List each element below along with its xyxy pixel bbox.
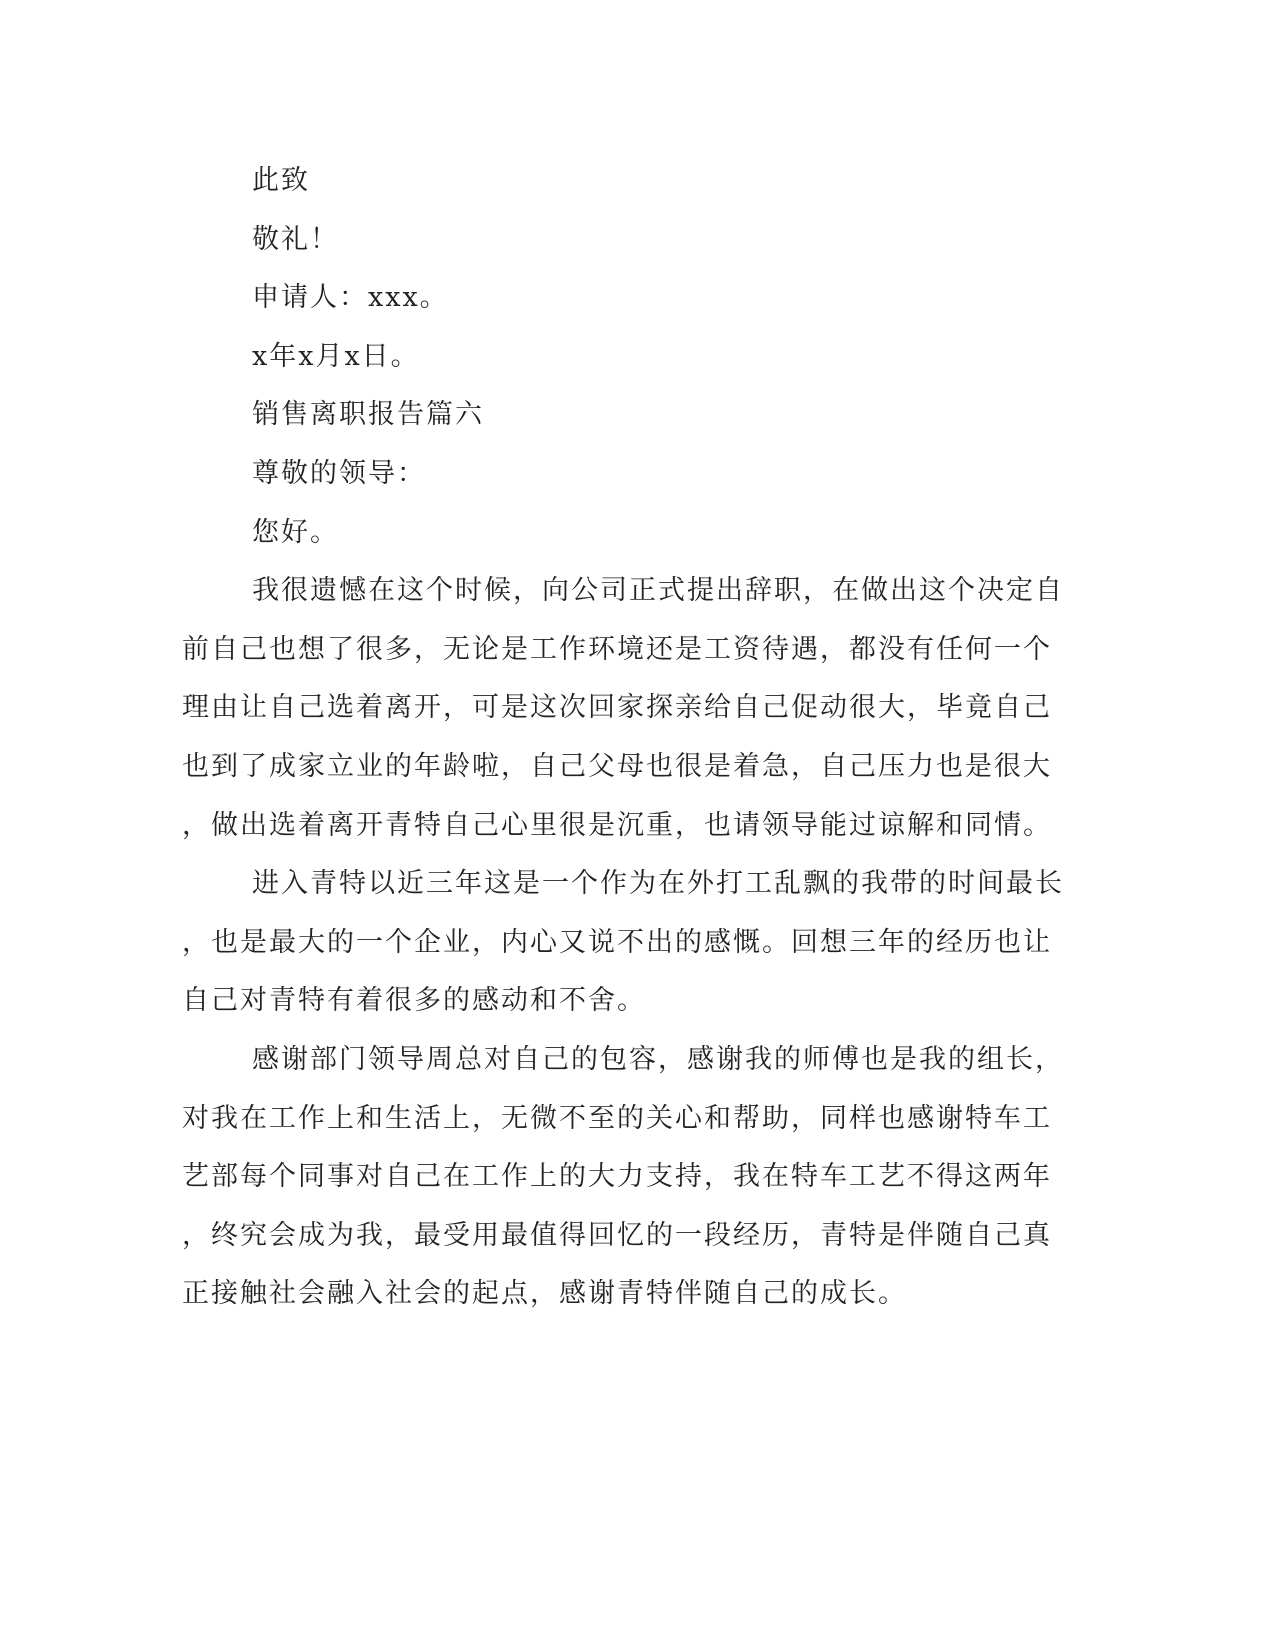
- paragraph-2: [182, 855, 1064, 1031]
- paragraph-line: ，终究会成为我，最受用最值得回忆的一段经历，青特是伴随自己真: [182, 1219, 1052, 1251]
- addressee-line: 尊敬的领导：: [252, 457, 426, 489]
- paragraph-3: [182, 1031, 1064, 1324]
- paragraph-line: ，做出选着离开青特自己心里很是沉重，也请领导能过谅解和同情。: [182, 809, 1052, 841]
- paragraph-line: 对我在工作上和生活上，无微不至的关心和帮助，同样也感谢特车工: [182, 1102, 1052, 1134]
- paragraph-line: 我很遗憾在这个时候，向公司正式提出辞职，在做出这个决定自: [252, 575, 1064, 607]
- applicant-line: 申请人：xxx。: [252, 282, 449, 314]
- paragraph-line: 艺部每个同事对自己在工作上的大力支持，我在特车工艺不得这两年: [182, 1161, 1052, 1193]
- closing-regards: 敬礼！: [252, 223, 339, 255]
- paragraph-line: 自己对青特有着很多的感动和不舍。: [182, 985, 646, 1017]
- paragraph-line: 感谢部门领导周总对自己的包容，感谢我的师傅也是我的组长，: [252, 1043, 1064, 1075]
- greeting-line: 您好。: [252, 516, 339, 548]
- paragraph-line: 理由让自己选着离开，可是这次回家探亲给自己促动很大，毕竟自己: [182, 692, 1052, 724]
- paragraph-1: [182, 562, 1064, 855]
- section-title: 销售离职报告篇六: [252, 399, 484, 431]
- document-body: [182, 152, 1064, 1324]
- date-line: x年x月x日。: [252, 340, 420, 372]
- paragraph-line: 正接触社会融入社会的起点，感谢青特伴随自己的成长。: [182, 1278, 907, 1310]
- paragraph-line: 进入青特以近三年这是一个作为在外打工乱飘的我带的时间最长: [252, 868, 1064, 900]
- paragraph-line: 也到了成家立业的年龄啦，自己父母也很是着急，自己压力也是很大: [182, 750, 1052, 782]
- paragraph-line: 前自己也想了很多，无论是工作环境还是工资待遇，都没有任何一个: [182, 633, 1052, 665]
- paragraph-line: ，也是最大的一个企业，内心又说不出的感慨。回想三年的经历也让: [182, 926, 1052, 958]
- closing-salutation: 此致: [252, 165, 310, 196]
